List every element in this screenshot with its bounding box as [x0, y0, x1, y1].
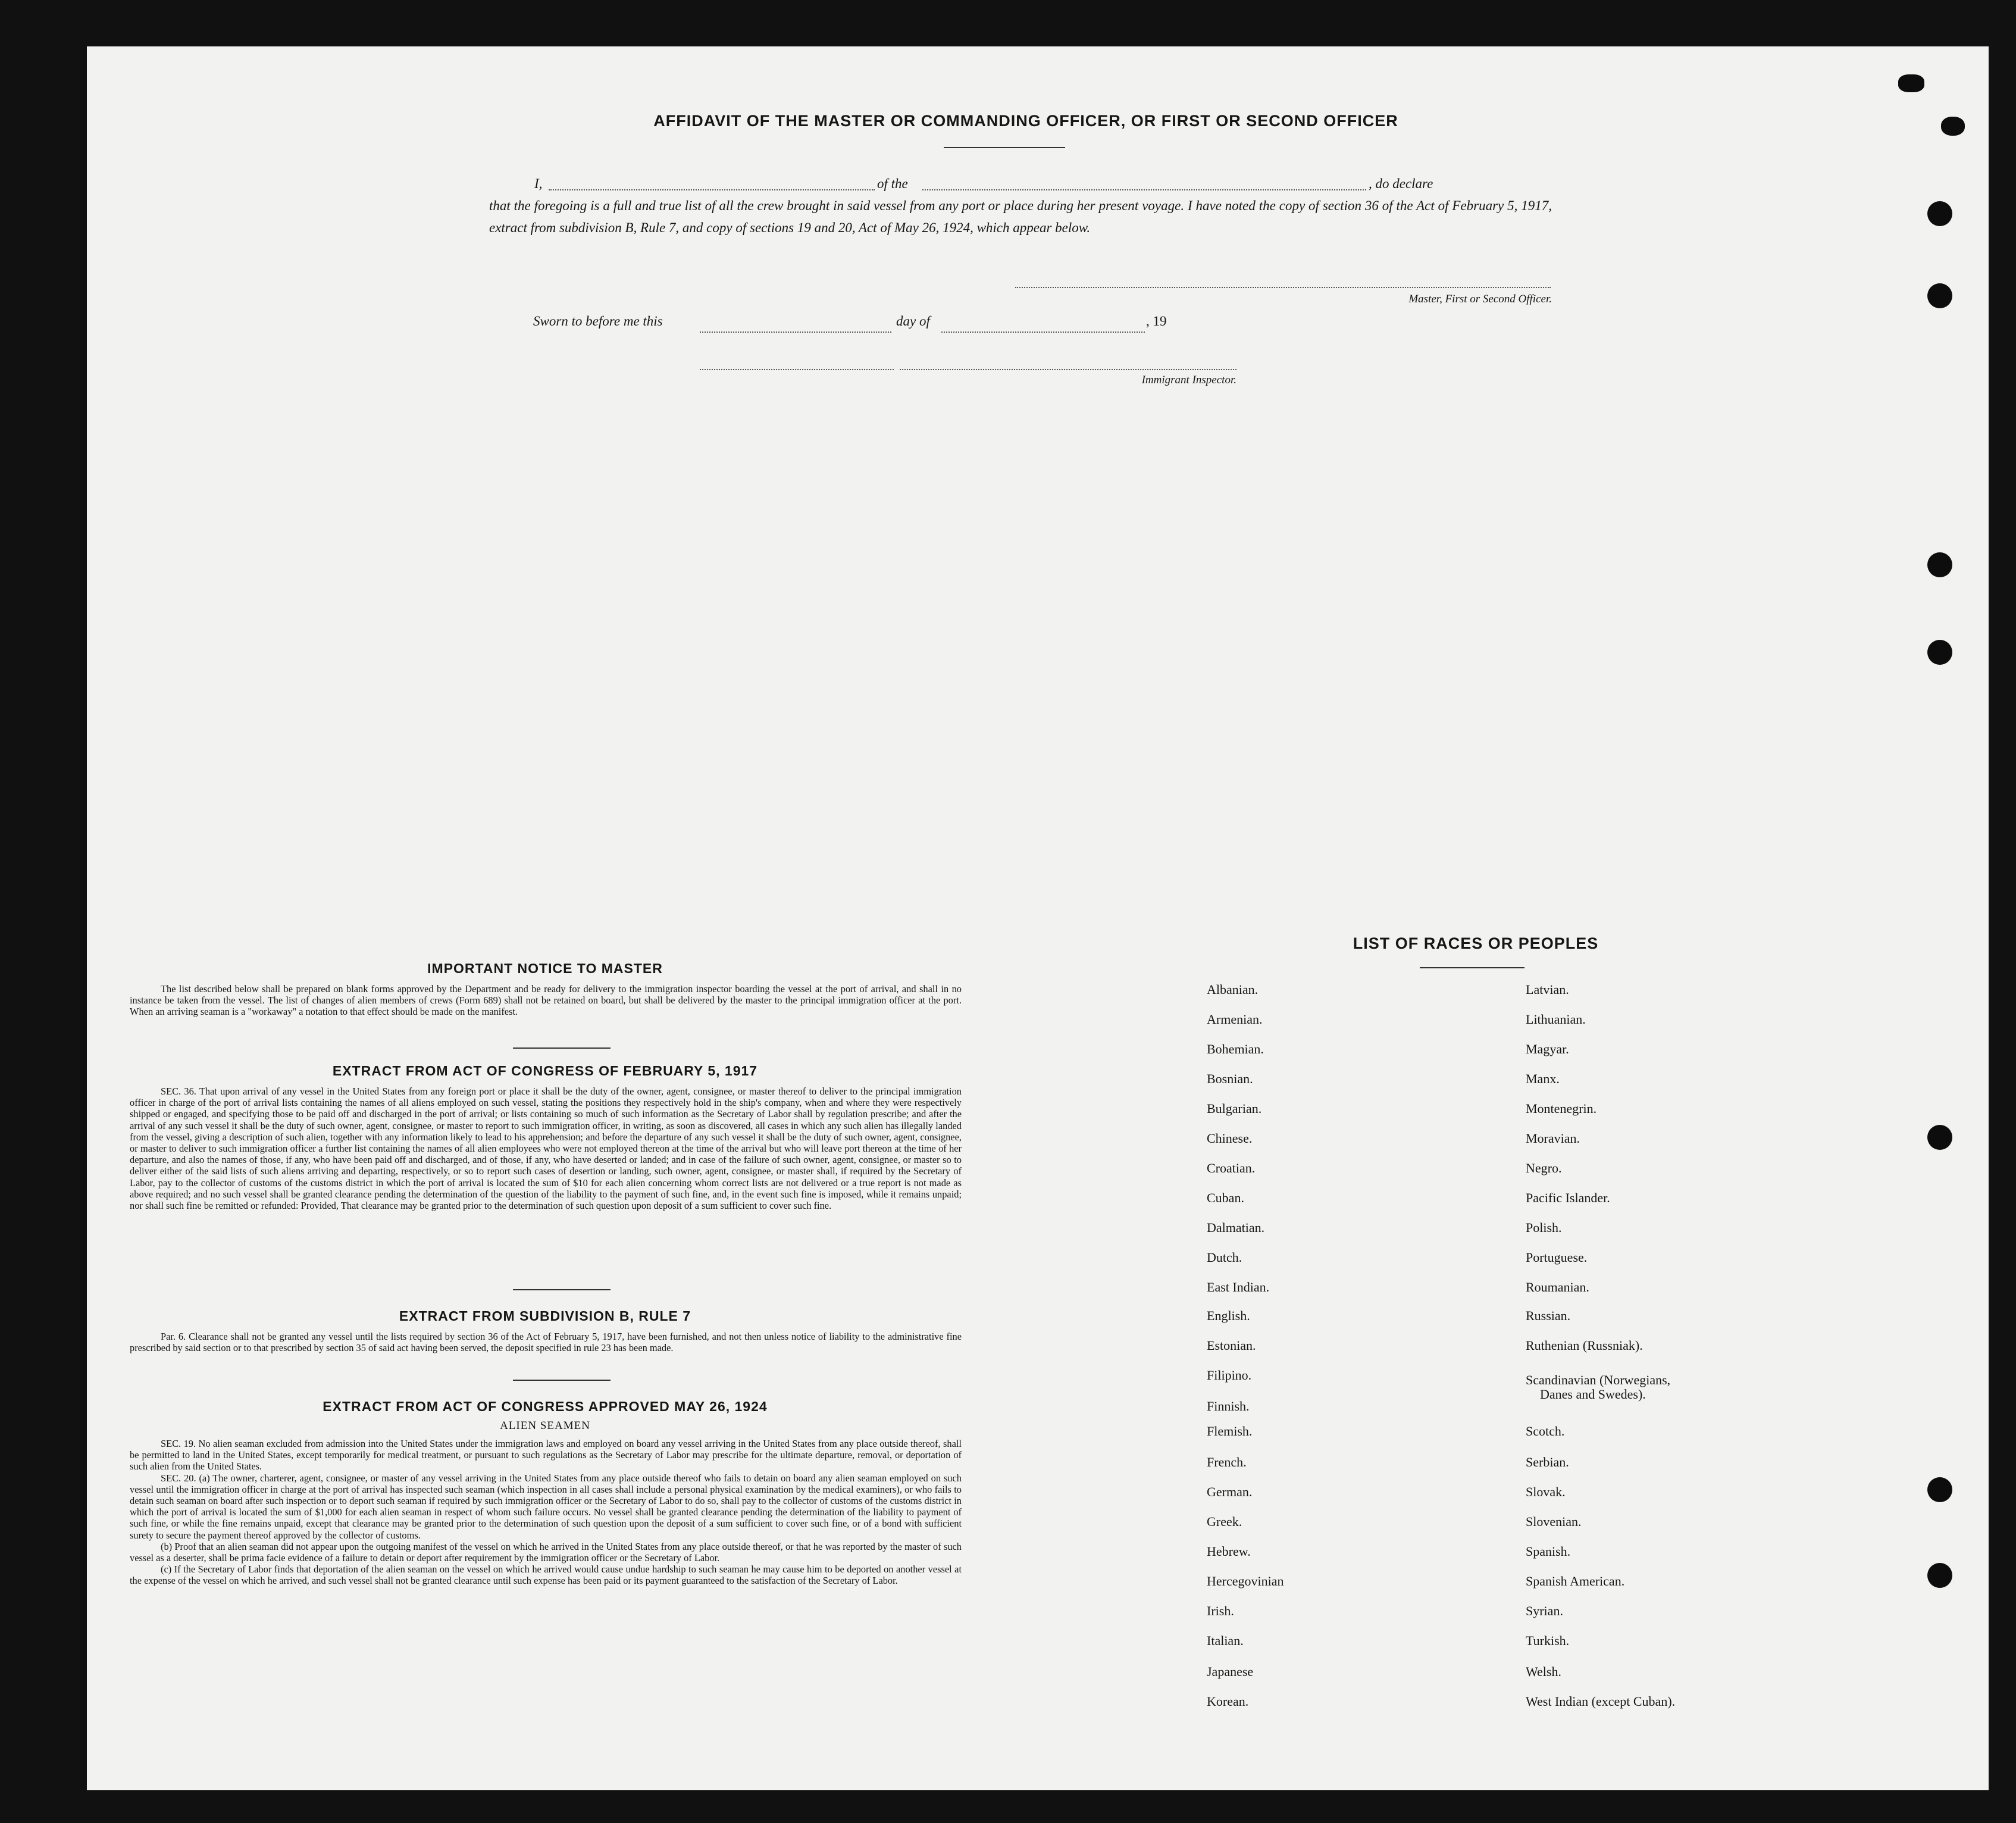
- sworn-day-blank[interactable]: [700, 332, 891, 333]
- race-item: Bosnian.: [1207, 1071, 1253, 1086]
- binder-hole: [1927, 1563, 1952, 1588]
- sec-20a-text: SEC. 20. (a) The owner, charterer, agent, consignee, or master of any vessel arriving in the United States from any place outside thereof who fails to detain on board any alien seaman employed on such vessel until the immigration officer in charge at the port of arrival has inspected such seaman (which inspection in all cases shall include a personal physical examination by the medical examiners), or who fails to detain such seaman on board after such inspection or to deport such seaman if required by such immigration officer or the Secretary of Labor to do so, shall pay to the collector of customs of the customs district in which the port of arrival is located the sum of $1,000 for each alien seaman in respect of whom such failure occurs. No vessel shall be granted clearance pending the determination of the liability to payment of such fine, or while the fine remains unpaid, except that clearance may be granted prior to the determination of such question upon the deposit of a sum sufficient to cover such fine, or of a bond with sufficient surety to secure the payment thereof approved by the collector of customs.: [130, 1472, 962, 1541]
- affidavit-body: that the foregoing is a full and true list of all the crew brought in said vessel from any port or place during her present voyage. I have noted the copy of section 36 of the Act of February 5, 1917, extract from subdivision B, Rule 7, and copy of sections 19 and 20, Act of May 26, 1924, which appear below.: [489, 198, 1552, 235]
- race-item: Greek.: [1207, 1514, 1242, 1529]
- races-title-rule: [1420, 967, 1524, 968]
- race-item: Welsh.: [1526, 1664, 1561, 1679]
- inspector-line[interactable]: [900, 369, 1236, 370]
- race-item: Armenian.: [1207, 1012, 1263, 1027]
- race-item: Cuban.: [1207, 1190, 1244, 1205]
- sec-20c-text: (c) If the Secretary of Labor finds that deportation of the alien seaman on the vessel on which he arrived would cause undue hardship to such seaman he may cause him to be deported on another vessel at the expense of the vessel on which he arrived, and such vessel shall not be granted clearance until such expense has been paid or its payment guaranteed to the satisfaction of the Secretary of Labor.: [130, 1564, 962, 1587]
- signature-label: Master, First or Second Officer.: [1408, 293, 1552, 305]
- race-item: Filipino.: [1207, 1368, 1252, 1383]
- race-item: Roumanian.: [1526, 1280, 1589, 1294]
- race-item: English.: [1207, 1308, 1250, 1323]
- act-1924-subtitle: ALIEN SEAMEN: [500, 1419, 590, 1432]
- race-item: Korean.: [1207, 1694, 1249, 1709]
- vessel-blank[interactable]: [922, 189, 1366, 190]
- label-of-the: of the: [877, 176, 908, 191]
- binder-hole: [1927, 1477, 1952, 1502]
- act-1924-title: EXTRACT FROM ACT OF CONGRESS APPROVED MAY 26, 1924: [323, 1399, 768, 1414]
- race-item: Flemish.: [1207, 1424, 1253, 1439]
- race-item: German.: [1207, 1484, 1253, 1499]
- races-title: LIST OF RACES OR PEOPLES: [1353, 934, 1599, 952]
- binder-hole: [1927, 640, 1952, 665]
- race-item: Spanish American.: [1526, 1574, 1625, 1589]
- binder-hole: [1927, 283, 1952, 308]
- race-item: Albanian.: [1207, 982, 1259, 997]
- race-item: Latvian.: [1526, 982, 1569, 997]
- binder-hole: [1927, 1125, 1952, 1150]
- race-item: Russian.: [1526, 1308, 1571, 1323]
- sec-20b-text: (b) Proof that an alien seaman did not appear upon the outgoing manifest of the vessel on which he arrived in the United States from any place outside thereof, or that he was reported by the master of such vessel as a deserter, shall be prima facie evidence of a failure to detain or deport after requirement by the immigration officer or the Secretary of Labor.: [130, 1540, 962, 1564]
- race-item: Slovenian.: [1526, 1514, 1582, 1529]
- section-rule: [513, 1380, 611, 1381]
- race-item: French.: [1207, 1455, 1247, 1469]
- edge-smudge: [1898, 74, 1924, 92]
- race-item: Scandinavian (Norwegians,: [1526, 1372, 1671, 1387]
- race-item: Spanish.: [1526, 1544, 1571, 1559]
- inspector-label: Immigrant Inspector.: [1141, 374, 1236, 386]
- label-do-declare: , do declare: [1369, 176, 1433, 191]
- race-item: Magyar.: [1526, 1042, 1569, 1056]
- race-item: Finnish.: [1207, 1399, 1250, 1414]
- race-item: Chinese.: [1207, 1131, 1253, 1146]
- sworn-day-of-label: day of: [896, 314, 930, 329]
- race-item: Scotch.: [1526, 1424, 1565, 1439]
- race-item: Moravian.: [1526, 1131, 1580, 1146]
- act-1917-text: SEC. 36. That upon arrival of any vessel in the United States from any foreign port or place it shall be the duty of the owner, agent, consignee, or master thereof to deliver to the principal immigration officer in charge of the port of arrival lists containing the names of all aliens employed on such vessel, stating the positions they respectively hold in the ship's company, when and where they were respectively shipped or engaged, and specifying those to be paid off and discharged in the port of arrival; or lists containing so much of such information as the Secretary of Labor shall by regulation prescribe; and after the arrival of any such vessel it shall be the duty of such owner, agent, consignee, or master to report to such immigration officer, in writing, as soon as discovered, all cases in which any such alien has illegally landed from the vessel, giving a description of such alien, together with any information likely to lead to his apprehension; and before the departure of any such vessel it shall be the duty of such owner, agent, consignee, or master to deliver to such immigration officer a further list containing the names of all alien employees who were not employed thereon at the time of the arrival but who will leave port thereon at the time of her departure, and also the names of those, if any, who have been paid off and discharged, and of those, if any, who have deserted or landed; and in case of the failure of such owner, agent, consignee, or master so to deliver either of the said lists of such aliens arriving and departing, respectively, or so to report such cases of desertion or landing, such owner, agent, consignee, or master shall, if required by the Secretary of Labor, pay to the collector of customs of the customs district in which the port of arrival is located the sum of $10 for each alien concerning whom correct lists are not delivered or a true report is not made as above required; and no such vessel shall be granted clearance pending the determination of the question of the liability to the payment of such fine, and, in the event such fine is imposed, while it remains unpaid; nor shall such fine be remitted or refunded: Provided, That clearance may be granted prior to the determination of such question upon deposit of a sum sufficient to cover such fine.: [130, 1086, 962, 1212]
- sworn-month-blank[interactable]: [941, 332, 1145, 333]
- notice-text: The list described below shall be prepared on blank forms approved by the Department and be ready for delivery to the immigration inspector boarding the vessel at the port of arrival, and shall in no instance be taken from the vessel. The list of changes of alien members of crews (Form 689) shall not be retained on board, but shall be delivered by the master to the principal immigration officer at the port. When an arriving seaman is a "workaway" a notation to that effect should be made on the manifest.: [130, 983, 962, 1018]
- race-item: Irish.: [1207, 1603, 1234, 1618]
- race-item: Serbian.: [1526, 1455, 1569, 1469]
- race-item: Dutch.: [1207, 1250, 1242, 1265]
- sworn-year: , 19: [1146, 314, 1167, 329]
- race-item: Negro.: [1526, 1161, 1562, 1175]
- race-item: Montenegrin.: [1526, 1101, 1597, 1116]
- act-1917-title: EXTRACT FROM ACT OF CONGRESS OF FEBRUARY 5, 1917: [332, 1063, 758, 1078]
- race-item: Bohemian.: [1207, 1042, 1264, 1056]
- race-item: Italian.: [1207, 1633, 1244, 1648]
- binder-hole: [1927, 552, 1952, 577]
- race-item: Manx.: [1526, 1071, 1560, 1086]
- act-1924-body: [130, 1438, 962, 1587]
- race-item: Estonian.: [1207, 1338, 1256, 1353]
- race-item: Croatian.: [1207, 1161, 1256, 1175]
- race-item: Polish.: [1526, 1220, 1562, 1235]
- race-item: Dalmatian.: [1207, 1220, 1265, 1235]
- race-item: Turkish.: [1526, 1633, 1570, 1648]
- binder-hole: [1927, 201, 1952, 226]
- race-item: Syrian.: [1526, 1603, 1563, 1618]
- affidavit-block: [489, 173, 1552, 239]
- declaration-line: [489, 173, 1552, 195]
- name-blank[interactable]: [549, 189, 875, 190]
- affidavit-title: AFFIDAVIT OF THE MASTER OR COMMANDING OFFICER, OR FIRST OR SECOND OFFICER: [653, 112, 1398, 130]
- title-rule: [944, 147, 1065, 148]
- edge-smudge: [1941, 117, 1965, 136]
- section-rule: [513, 1289, 611, 1290]
- race-item: Lithuanian.: [1526, 1012, 1586, 1027]
- race-item: West Indian (except Cuban).: [1526, 1694, 1676, 1709]
- inspector-line-short[interactable]: [700, 369, 894, 370]
- rule-7-text: Par. 6. Clearance shall not be granted any vessel until the lists required by section 36 of the Act of February 5, 1917, have been furnished, and not then unless notice of liability to the administrative fine prescribed by said section or to that prescribed by section 35 of said act having been served, the deposit specified in rule 23 has been made.: [130, 1331, 962, 1354]
- race-item: Portuguese.: [1526, 1250, 1588, 1265]
- race-item: Hercegovinian: [1207, 1574, 1284, 1589]
- signature-line[interactable]: [1015, 287, 1551, 288]
- race-item: Pacific Islander.: [1526, 1190, 1610, 1205]
- race-item: Slovak.: [1526, 1484, 1566, 1499]
- race-item: Japanese: [1207, 1664, 1254, 1679]
- sworn-label: Sworn to before me this: [533, 314, 663, 329]
- race-item: Ruthenian (Russniak).: [1526, 1338, 1643, 1353]
- notice-title: IMPORTANT NOTICE TO MASTER: [427, 961, 663, 976]
- rule-7-title: EXTRACT FROM SUBDIVISION B, RULE 7: [399, 1308, 691, 1324]
- race-item: Danes and Swedes).: [1540, 1387, 1646, 1402]
- race-item: East Indian.: [1207, 1280, 1270, 1294]
- race-item: Bulgarian.: [1207, 1101, 1262, 1116]
- label-i: I,: [534, 176, 543, 191]
- sec-19-text: SEC. 19. No alien seaman excluded from admission into the United States under the immigration laws and employed on board any vessel arriving in the United States from any place outside thereof, shall be permitted to land in the United States, except temporarily for medical treatment, or pursuant to such regulations as the Secretary of Labor may prescribe for the ultimate departure, removal, or deportation of such alien from the United States.: [130, 1438, 962, 1472]
- race-item: Hebrew.: [1207, 1544, 1251, 1559]
- section-rule: [513, 1047, 611, 1049]
